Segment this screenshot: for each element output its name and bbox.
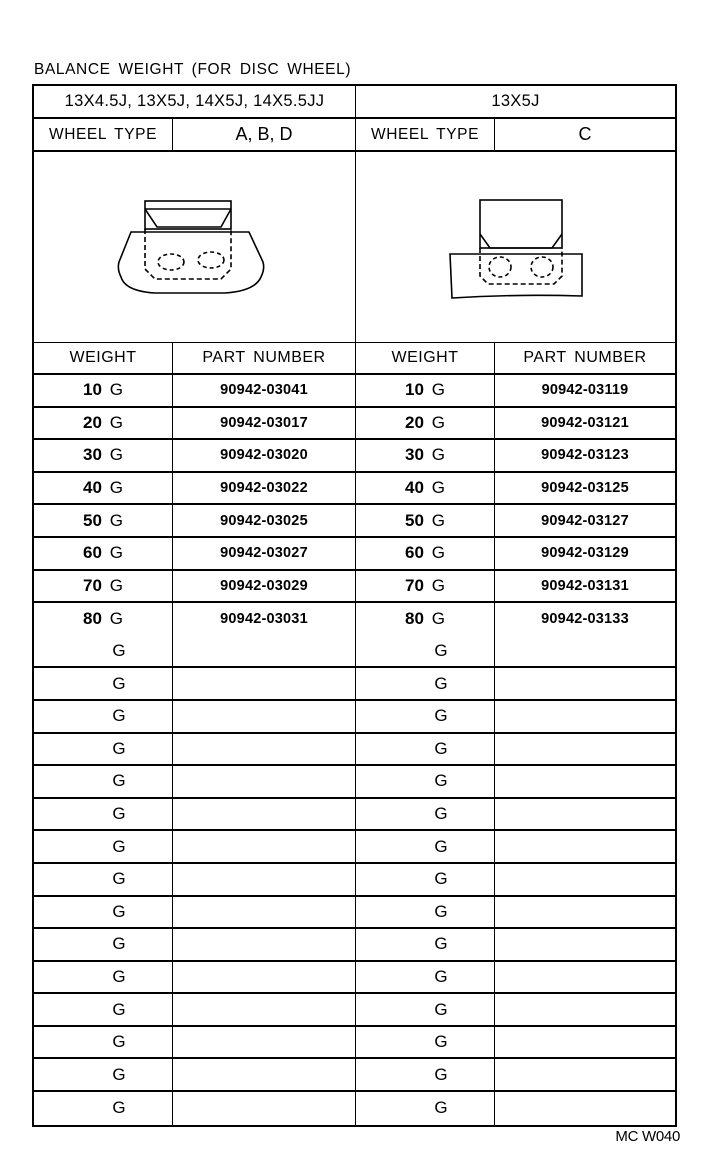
right-wheel-sizes: 13X5J	[491, 92, 540, 110]
table-row	[34, 571, 675, 604]
balance-weight-table	[32, 84, 677, 1127]
blank-table-row	[34, 1027, 675, 1060]
right-blank-weight-cell	[356, 962, 495, 993]
right-part-number: 90942-03133	[541, 611, 629, 628]
right-weight-cell	[356, 473, 495, 504]
blank-table-row	[34, 1059, 675, 1092]
right-blank-part-cell	[495, 799, 675, 830]
right-blank-weight-cell	[356, 897, 495, 928]
blank-table-row	[34, 636, 675, 669]
weight-value: 20	[83, 412, 102, 432]
left-part-number: 90942-03017	[173, 408, 356, 439]
weight-unit: G	[434, 804, 448, 824]
weight-unit: G	[112, 771, 126, 791]
left-weight-cell	[34, 505, 173, 536]
left-part-number: 90942-03025	[173, 505, 356, 536]
weight-unit: G	[112, 1098, 126, 1118]
left-blank-weight-cell	[34, 1059, 173, 1090]
table-row	[34, 603, 675, 636]
right-blank-weight-cell	[356, 734, 495, 765]
left-weight-cell	[34, 473, 173, 504]
left-blank-part-cell	[173, 668, 356, 699]
weight-unit: G	[431, 510, 445, 530]
weight-unit: G	[434, 706, 448, 726]
left-blank-weight-cell	[34, 668, 173, 699]
weight-unit: G	[112, 673, 126, 693]
left-blank-weight-cell	[34, 701, 173, 732]
right-blank-part-cell	[495, 1092, 675, 1125]
right-blank-weight-cell	[356, 636, 495, 667]
left-blank-part-cell	[173, 701, 356, 732]
weight-unit: G	[109, 510, 123, 530]
table-row	[34, 440, 675, 473]
weight-value: 80	[405, 609, 424, 629]
weight-value: 20	[405, 412, 424, 432]
right-part-number: 90942-03127	[541, 512, 629, 529]
right-blank-weight-cell	[356, 831, 495, 862]
right-blank-part-cell	[495, 929, 675, 960]
right-part-number: 90942-03123	[541, 447, 629, 464]
weight-value: 70	[83, 575, 102, 595]
right-weight-cell	[356, 505, 495, 536]
right-blank-weight-cell	[356, 994, 495, 1025]
weight-value: 50	[405, 510, 424, 530]
weight-unit: G	[112, 869, 126, 889]
weight-unit: G	[112, 934, 126, 954]
blank-table-row	[34, 701, 675, 734]
blank-table-row	[34, 799, 675, 832]
left-blank-part-cell	[173, 766, 356, 797]
right-blank-weight-cell	[356, 766, 495, 797]
weight-value: 60	[83, 543, 102, 563]
reference-code: MC W040	[615, 1128, 680, 1145]
left-part-number-header: PART NUMBER	[173, 343, 356, 373]
right-blank-weight-cell	[356, 1092, 495, 1125]
weight-value: 60	[405, 543, 424, 563]
right-blank-part-cell	[495, 1027, 675, 1058]
left-blank-weight-cell	[34, 864, 173, 895]
balance-weight-abd-icon	[115, 197, 275, 297]
weight-unit: G	[431, 412, 445, 432]
blank-table-row	[34, 766, 675, 799]
weight-value: 30	[83, 445, 102, 465]
weight-unit: G	[112, 966, 126, 986]
left-blank-part-cell	[173, 897, 356, 928]
left-blank-weight-cell	[34, 962, 173, 993]
weight-unit: G	[112, 836, 126, 856]
weight-unit: G	[434, 673, 448, 693]
blank-table-row	[34, 864, 675, 897]
left-weight-cell	[34, 603, 173, 636]
weight-unit: G	[431, 445, 445, 465]
wheel-size-row	[34, 86, 675, 119]
right-weight-cell	[356, 408, 495, 439]
right-blank-weight-cell	[356, 1059, 495, 1090]
right-wheel-type-label: WHEEL TYPE	[356, 119, 495, 150]
table-row	[34, 538, 675, 571]
left-blank-part-cell	[173, 1059, 356, 1090]
weight-unit: G	[109, 445, 123, 465]
weight-value: 40	[405, 478, 424, 498]
weight-unit: G	[431, 543, 445, 563]
weight-unit: G	[112, 641, 126, 661]
weight-unit: G	[109, 380, 123, 400]
weight-unit: G	[434, 771, 448, 791]
right-blank-part-cell	[495, 734, 675, 765]
blank-table-row	[34, 1092, 675, 1125]
right-weight-cell	[356, 375, 495, 406]
left-blank-weight-cell	[34, 636, 173, 667]
illustration-row	[34, 152, 675, 343]
blank-rows	[34, 636, 675, 1125]
right-blank-part-cell	[495, 864, 675, 895]
left-wheel-type-label: WHEEL TYPE	[34, 119, 173, 150]
left-blank-weight-cell	[34, 1092, 173, 1125]
weight-unit: G	[434, 738, 448, 758]
right-illustration-cell	[356, 152, 675, 342]
table-row	[34, 375, 675, 408]
right-blank-part-cell	[495, 1059, 675, 1090]
left-part-number: 90942-03029	[173, 571, 356, 602]
left-blank-part-cell	[173, 929, 356, 960]
left-blank-part-cell	[173, 734, 356, 765]
right-blank-part-cell	[495, 636, 675, 667]
blank-table-row	[34, 994, 675, 1027]
weight-unit: G	[109, 478, 123, 498]
left-weight-header: WEIGHT	[34, 343, 173, 373]
weight-unit: G	[109, 575, 123, 595]
left-blank-weight-cell	[34, 734, 173, 765]
right-part-number: 90942-03131	[541, 577, 629, 594]
left-blank-weight-cell	[34, 766, 173, 797]
left-blank-weight-cell	[34, 897, 173, 928]
left-blank-weight-cell	[34, 799, 173, 830]
balance-weight-c-icon	[446, 192, 586, 302]
weight-unit: G	[434, 1064, 448, 1084]
weight-unit: G	[434, 901, 448, 921]
blank-table-row	[34, 962, 675, 995]
left-blank-part-cell	[173, 1027, 356, 1058]
weight-value: 80	[83, 609, 102, 629]
left-blank-part-cell	[173, 994, 356, 1025]
weight-unit: G	[109, 609, 123, 629]
weight-unit: G	[434, 641, 448, 661]
blank-table-row	[34, 668, 675, 701]
right-blank-weight-cell	[356, 799, 495, 830]
right-blank-part-cell	[495, 766, 675, 797]
blank-table-row	[34, 929, 675, 962]
right-part-number: 90942-03129	[541, 545, 629, 562]
blank-table-row	[34, 734, 675, 767]
left-illustration-cell	[34, 152, 356, 342]
left-blank-part-cell	[173, 1092, 356, 1125]
right-blank-part-cell	[495, 831, 675, 862]
weight-value: 70	[405, 575, 424, 595]
right-blank-part-cell	[495, 668, 675, 699]
weight-unit: G	[112, 738, 126, 758]
right-weight-cell	[356, 603, 495, 636]
weight-unit: G	[109, 543, 123, 563]
weight-unit: G	[431, 380, 445, 400]
right-blank-part-cell	[495, 701, 675, 732]
right-weight-cell	[356, 538, 495, 569]
left-weight-cell	[34, 440, 173, 471]
right-blank-weight-cell	[356, 929, 495, 960]
right-part-number: 90942-03119	[541, 382, 629, 399]
right-blank-part-cell	[495, 897, 675, 928]
left-blank-part-cell	[173, 799, 356, 830]
weight-unit: G	[434, 934, 448, 954]
document-title: BALANCE WEIGHT (FOR DISC WHEEL)	[34, 61, 352, 78]
right-blank-part-cell	[495, 962, 675, 993]
left-blank-part-cell	[173, 831, 356, 862]
blank-table-row	[34, 897, 675, 930]
left-part-number: 90942-03027	[173, 538, 356, 569]
table-row	[34, 408, 675, 441]
left-weight-cell	[34, 538, 173, 569]
weight-unit: G	[434, 1098, 448, 1118]
data-rows	[34, 375, 675, 636]
weight-unit: G	[434, 1032, 448, 1052]
left-part-number: 90942-03020	[173, 440, 356, 471]
table-row	[34, 473, 675, 506]
right-wheel-type-value: C	[578, 124, 592, 144]
right-blank-part-cell	[495, 994, 675, 1025]
left-blank-weight-cell	[34, 831, 173, 862]
left-weight-cell	[34, 408, 173, 439]
weight-unit: G	[112, 1032, 126, 1052]
left-wheel-type-value: A, B, D	[173, 119, 356, 150]
weight-unit: G	[434, 869, 448, 889]
right-blank-weight-cell	[356, 668, 495, 699]
weight-value: 10	[405, 380, 424, 400]
blank-table-row	[34, 831, 675, 864]
left-blank-weight-cell	[34, 1027, 173, 1058]
wheel-type-row	[34, 119, 675, 152]
right-blank-weight-cell	[356, 864, 495, 895]
weight-unit: G	[434, 836, 448, 856]
left-weight-cell	[34, 571, 173, 602]
weight-value: 10	[83, 380, 102, 400]
weight-value: 40	[83, 478, 102, 498]
right-part-number: 90942-03121	[541, 414, 629, 431]
weight-unit: G	[431, 609, 445, 629]
weight-unit: G	[112, 706, 126, 726]
right-weight-cell	[356, 571, 495, 602]
left-part-number: 90942-03031	[173, 603, 356, 636]
left-part-number: 90942-03041	[173, 375, 356, 406]
weight-unit: G	[431, 575, 445, 595]
table-row	[34, 505, 675, 538]
left-wheel-sizes: 13X4.5J, 13X5J, 14X5J, 14X5.5JJ	[34, 86, 356, 117]
left-blank-part-cell	[173, 962, 356, 993]
left-weight-cell	[34, 375, 173, 406]
weight-unit: G	[112, 999, 126, 1019]
weight-unit: G	[112, 1064, 126, 1084]
right-weight-cell	[356, 440, 495, 471]
left-blank-weight-cell	[34, 929, 173, 960]
weight-unit: G	[109, 412, 123, 432]
left-blank-part-cell	[173, 864, 356, 895]
weight-value: 50	[83, 510, 102, 530]
weight-unit: G	[112, 804, 126, 824]
weight-value: 30	[405, 445, 424, 465]
weight-unit: G	[112, 901, 126, 921]
right-blank-weight-cell	[356, 701, 495, 732]
weight-unit: G	[431, 478, 445, 498]
weight-unit: G	[434, 999, 448, 1019]
right-part-number-header: PART NUMBER	[523, 349, 647, 366]
weight-unit: G	[434, 966, 448, 986]
right-blank-weight-cell	[356, 1027, 495, 1058]
column-header-row	[34, 343, 675, 375]
left-blank-weight-cell	[34, 994, 173, 1025]
left-blank-part-cell	[173, 636, 356, 667]
right-part-number: 90942-03125	[541, 480, 629, 497]
left-part-number: 90942-03022	[173, 473, 356, 504]
right-weight-header: WEIGHT	[356, 343, 495, 373]
